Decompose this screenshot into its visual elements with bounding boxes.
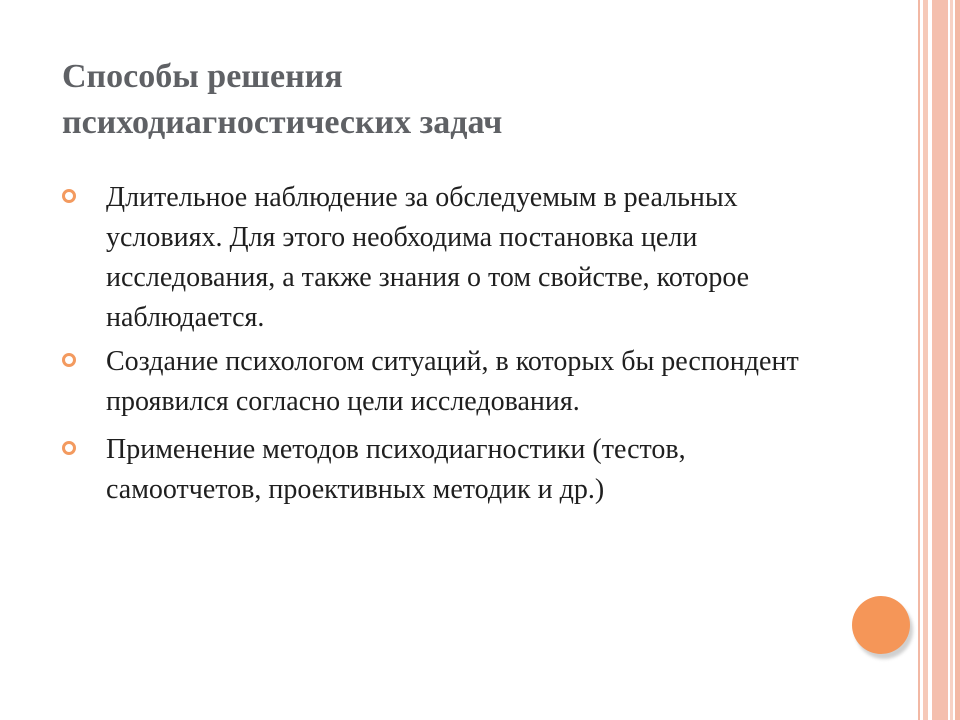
bullet-text: Создание психологом ситуаций, в которых бы респондент проявился согласно цели исследования. bbox=[106, 346, 799, 417]
decorative-stripe bbox=[955, 0, 960, 720]
slide-title-line: психодиагностических задач bbox=[62, 104, 503, 141]
decorative-stripe bbox=[950, 0, 953, 720]
ring-bullet-icon bbox=[62, 353, 76, 367]
decorative-stripe bbox=[932, 0, 948, 720]
slide-title bbox=[62, 54, 882, 146]
list-item bbox=[62, 430, 822, 510]
bullet-text: Применение методов психодиагностики (тестов, самоотчетов, проективных методик и др.) bbox=[106, 434, 686, 505]
ring-bullet-icon bbox=[62, 189, 76, 203]
list-item bbox=[62, 178, 822, 338]
ring-bullet-icon bbox=[62, 441, 76, 455]
decorative-circle bbox=[852, 596, 910, 654]
slide-title-line: Способы решения bbox=[62, 58, 343, 95]
decorative-stripe bbox=[923, 0, 928, 720]
decorative-stripe bbox=[918, 0, 920, 720]
list-item bbox=[62, 342, 822, 422]
bullet-text: Длительное наблюдение за обследуемым в реальных условиях. Для этого необходима постановка цели исследования, а также знания о том свойстве, которое наблюдается. bbox=[106, 182, 750, 333]
bullet-list bbox=[62, 178, 822, 514]
